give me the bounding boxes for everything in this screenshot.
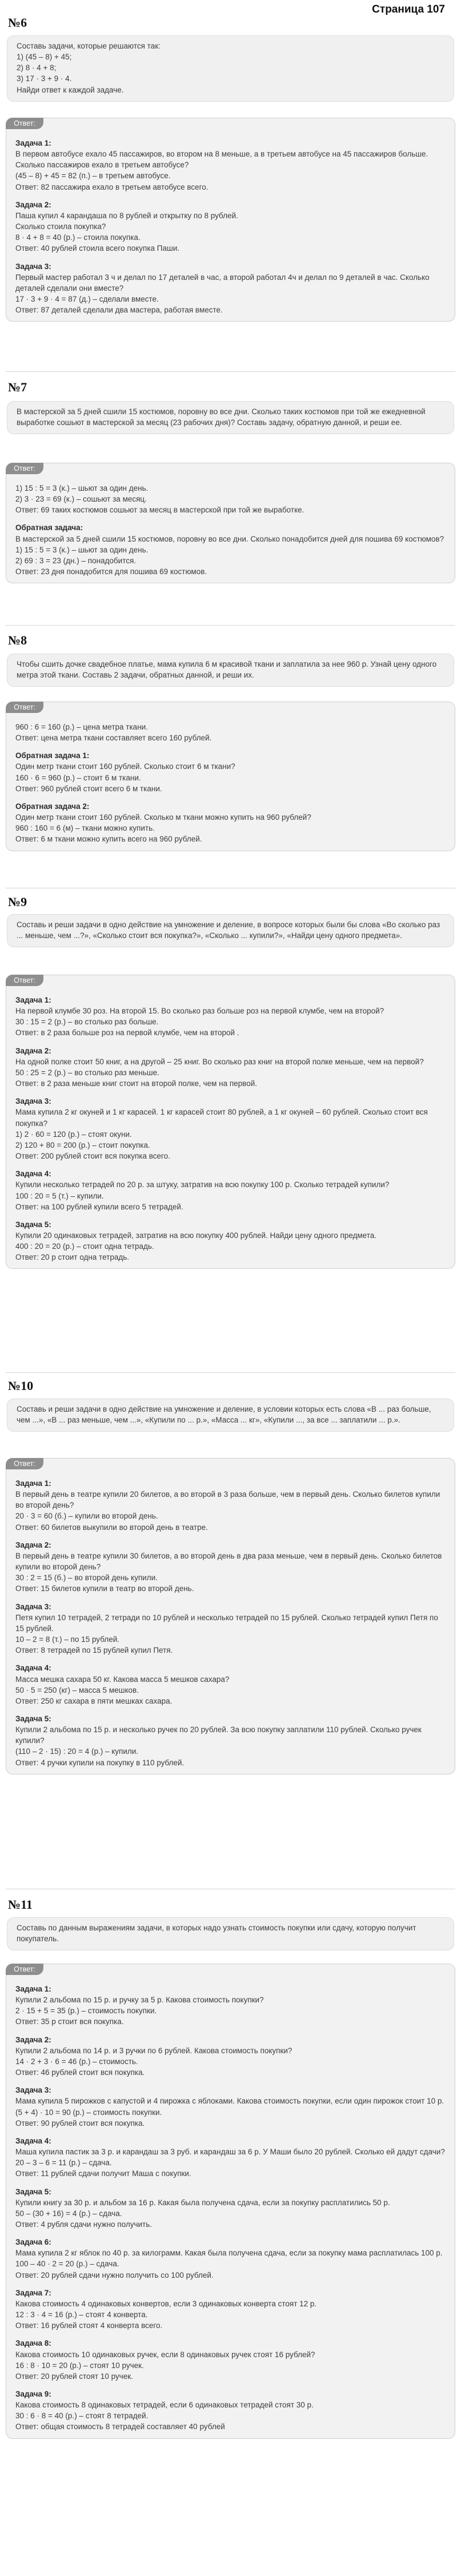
answer-line: В первый день в театре купили 30 билетов, а во второй день в два раза меньше, чем в первый день. Сколько билетов купили во второй день? <box>15 1551 444 1572</box>
answer-line: Маша купила пастик за 3 р. и карандаш за 3 руб. и карандаш за 6 р. У Маши было 20 рублей. Сколько ей дадут сдачи? <box>15 2148 445 2157</box>
answer-heading: Задача 2: <box>15 1046 51 1055</box>
answer-line: Купили 20 одинаковых тетрадей, затратив на всю покупку 400 рублей. Найди цену одного предмета. <box>15 1231 377 1240</box>
answer-line: Ответ: 960 рублей стоит всего 6 м ткани. <box>15 784 162 793</box>
answer-line: Ответ: 250 кг сахара в пяти мешках сахара. <box>15 1696 173 1705</box>
answer-line: Ответ: 69 таких костюмов сошьют за месяц в мастерской при той же выработке. <box>15 506 304 515</box>
answer-line: Ответ: 200 рублей стоит вся покупка всего. <box>15 1152 170 1161</box>
answer-line: 17 · 3 + 9 · 4 = 87 (д.) – сделали вместе. <box>15 295 159 304</box>
spacer <box>15 2382 446 2389</box>
answer-line: Ответ: 15 билетов купили в театр во второй день. <box>15 1584 194 1593</box>
spacer <box>15 515 446 522</box>
spacer <box>15 1533 446 1540</box>
answer-line: В первый день в театре купили 20 билетов, а во второй в 3 раза больше, чем в первый день. Сколько билетов купили во второй день? <box>15 1490 443 1510</box>
answer-line: Ответ: 35 р стоит вся покупка. <box>15 2017 124 2026</box>
answer-line: Мама купила 5 пирожков с капустой и 4 пирожка с яблоками. Какова стоимость покупки, если один пирожок стоит 10 р. <box>15 2097 444 2106</box>
answer-heading: Обратная задача: <box>15 523 83 532</box>
answer-line: 50 – (30 + 16) = 4 (р.) – сдача. <box>15 2209 122 2218</box>
answer-line: 1) 15 : 5 = 3 (к.) – шьют за один день. <box>15 545 149 554</box>
task-number-6: №6 <box>8 15 27 30</box>
answer-heading: Задача 5: <box>15 1220 51 1229</box>
answer-line: 16 : 8 · 10 = 20 (р.) – стоят 10 ручек. <box>15 2361 144 2370</box>
answer-line: Ответ: на 100 рублей купили всего 5 тетрадей. <box>15 1202 183 1211</box>
spacer <box>15 743 446 750</box>
answer-line: 30 : 15 = 2 (р.) – во столько раз больше. <box>15 1017 159 1027</box>
answer-line: В первом автобусе ехало 45 пассажиров, во втором на 8 меньше, а в третьем автобусе на 45 пассажиров больше. Сколько пассажиров ехало в третьем автобусе? <box>15 150 431 170</box>
spacer <box>15 1706 446 1713</box>
answer-line: 30 : 2 = 15 (б.) – во второй день купили. <box>15 1573 158 1583</box>
task-number-8: №8 <box>8 633 27 647</box>
answer-line: 400 : 20 = 20 (р.) – стоит одна тетрадь. <box>15 1242 154 1251</box>
task-condition-9 <box>7 914 454 947</box>
condition-line: Составь задачи, которые решаются так: <box>17 42 161 50</box>
answer-line: Ответ: 4 рубля сдачи нужно получить. <box>15 2220 152 2229</box>
task-answer-9 <box>6 975 455 1269</box>
spacer <box>15 2281 446 2287</box>
answer-line: 50 : 25 = 2 (р.) – во столько раз меньше. <box>15 1068 159 1077</box>
task-condition-10 <box>7 1399 454 1432</box>
condition-line: Составь по данным выражениям задачи, в которых надо узнать стоимость покупки или сдачу, которую получит покупатель. <box>17 1924 419 1944</box>
answer-heading: Задача 5: <box>15 1714 51 1723</box>
answer-line: 8 · 4 + 8 = 40 (р.) – стоила покупка. <box>15 233 141 242</box>
answer-heading: Задача 4: <box>15 1664 51 1673</box>
answer-heading: Задача 2: <box>15 200 51 209</box>
answer-heading: Задача 3: <box>15 1097 51 1106</box>
answer-line: 20 – 3 – 6 = 11 (р.) – сдача. <box>15 2158 112 2168</box>
answer-line: В мастерской за 5 дней сшили 15 костюмов, поровну во все дни. Сколько понадобится дней для пошива 69 костюмов? <box>15 534 444 543</box>
answer-line: 100 : 20 = 5 (т.) – купили. <box>15 1191 104 1200</box>
answer-line: Ответ: 6 м ткани можно купить всего на 960 рублей. <box>15 835 202 844</box>
spacer <box>15 1212 446 1219</box>
answer-heading: Задача 1: <box>15 139 51 147</box>
task-condition-8 <box>7 654 454 687</box>
task-number-10: №10 <box>8 1379 34 1393</box>
answer-heading: Задача 6: <box>15 2238 51 2247</box>
answer-line: Ответ: 40 рублей стоила всего покупка Паши. <box>15 244 180 253</box>
condition-line: 1) (45 – 8) + 45; <box>17 53 72 62</box>
condition-line: В мастерской за 5 дней сшили 15 костюмов, поровну во все дни. Сколько таких костюмов при той же ежедневной выработке сошьют в мастерской за месяц (23 рабочих дня)? Составь задачу, обратную данной, и реши ее. <box>17 407 428 427</box>
answer-line: Один метр ткани стоит 160 рублей. Сколько м ткани можно купить на 960 рублей? <box>15 813 311 822</box>
spacer <box>15 1161 446 1168</box>
answer-line: 100 – 40 · 2 = 20 (р.) – сдача. <box>15 2259 119 2269</box>
divider <box>6 1372 455 1373</box>
divider <box>6 625 455 626</box>
task-number-9: №9 <box>8 895 27 909</box>
answer-line: Мама купила 2 кг яблок по 40 р. за килограмм. Какая была получена сдача, если за покупку мама расплатилась 100 р. <box>15 2249 443 2258</box>
answer-heading: Задача 4: <box>15 1169 51 1179</box>
answer-line: Купили несколько тетрадей по 20 р. за штуку, затратив на всю покупку 100 р. Сколько тетрадей купили? <box>15 1180 390 1189</box>
answer-heading: Задача 1: <box>15 1985 51 1993</box>
task-condition-6 <box>7 35 454 102</box>
condition-line: Составь и реши задачи в одно действие на умножение и деление, в вопросе которых были бы слова «Во сколько раз ... меньше, чем ...?», «Сколько стоит вся покупка?», «Сколько ... купили?», «Найди цену одного предмета». <box>17 920 442 940</box>
answer-line: (45 – 8) + 45 = 82 (п.) – в третьем автобусе. <box>15 171 171 181</box>
task-answer-8 <box>6 702 455 851</box>
answer-line: Ответ: 20 рублей сдачи нужно получить со 100 рублей. <box>15 2270 214 2279</box>
answer-line: Купили 2 альбома по 15 р. и ручку за 5 р. Какова стоимость покупки? <box>15 1996 264 2005</box>
answer-tab: Ответ: <box>6 702 43 713</box>
condition-line: 2) 8 · 4 + 8; <box>17 63 57 73</box>
answer-line: Ответ: 46 рублей стоит вся покупка. <box>15 2068 145 2077</box>
answer-line: Какова стоимость 8 одинаковых тетрадей, если 6 одинаковых тетрадей стоят 30 р. <box>15 2401 314 2410</box>
answer-line: Ответ: 90 рублей стоит вся покупка. <box>15 2118 145 2128</box>
answer-line: Ответ: 8 тетрадей по 15 рублей купил Петя. <box>15 1646 173 1655</box>
answer-line: Ответ: 4 ручки купили на покупку в 110 рублей. <box>15 1758 185 1767</box>
answer-heading: Обратная задача 2: <box>15 802 90 811</box>
answer-line: 14 · 2 + 3 · 6 = 46 (р.) – стоимость. <box>15 2057 138 2066</box>
spacer <box>15 2331 446 2338</box>
spacer <box>15 2129 446 2136</box>
task-answer-10 <box>6 1458 455 1774</box>
task-number-7: №7 <box>8 380 27 394</box>
spacer <box>15 1595 446 1601</box>
page-number: Страница 107 <box>372 3 445 15</box>
answer-heading: Задача 7: <box>15 2288 51 2297</box>
answer-heading: Задача 8: <box>15 2339 51 2348</box>
condition-line: Составь и реши задачи в одно действие на умножение и деление, в условии которых есть слова «В ... раз больше, чем ...», «В ... раз меньше, чем ...», «Купили по ... р.», «Масса ... кг», «Купили ..., за все ... заплатили ... р.». <box>17 1405 434 1425</box>
spacer <box>15 2230 446 2237</box>
answer-line: Ответ: цена метра ткани составляет всего 160 рублей. <box>15 734 212 743</box>
answer-heading: Задача 3: <box>15 262 51 271</box>
answer-heading: Задача 3: <box>15 1602 51 1611</box>
answer-heading: Обратная задача 1: <box>15 751 90 760</box>
answer-line: 960 : 160 = 6 (м) – ткани можно купить. <box>15 824 155 833</box>
answer-line: Ответ: в 2 раза меньше книг стоит на второй полке, чем на первой. <box>15 1079 257 1088</box>
answer-line: Ответ: 87 деталей сделали два мастера, работая вместе. <box>15 306 223 315</box>
answer-line: 20 · 3 = 60 (б.) – купили во второй день. <box>15 1512 158 1521</box>
answer-line: Какова стоимость 4 одинаковых конвертов, если 3 одинаковых конверта стоят 12 р. <box>15 2299 317 2308</box>
answer-line: 2 · 15 + 5 = 35 (р.) – стоимость покупки. <box>15 2006 157 2016</box>
answer-line: Ответ: 82 пассажира ехало в третьем автобусе всего. <box>15 182 209 191</box>
answer-heading: Задача 5: <box>15 2187 51 2196</box>
answer-line: (5 + 4) · 10 = 90 (р.) – стоимость покупки. <box>15 2108 162 2117</box>
answer-heading: Задача 4: <box>15 2136 51 2145</box>
answer-line: 1) 2 · 60 = 120 (р.) – стоят окуни. <box>15 1129 132 1139</box>
spacer <box>15 1089 446 1096</box>
answer-line: (110 – 2 · 15) : 20 = 4 (р.) – купили. <box>15 1747 139 1756</box>
answer-line: Сколько стоила покупка? <box>15 222 106 231</box>
answer-tab: Ответ: <box>6 118 43 129</box>
answer-tab: Ответ: <box>6 463 43 474</box>
answer-line: Ответ: общая стоимость 8 тетрадей составляет 40 рублей <box>15 2422 225 2431</box>
answer-line: Купили книгу за 30 р. и альбом за 16 р. Какая была получена сдача, если за покупку расплатились 50 р. <box>15 2198 390 2207</box>
answer-line: Какова стоимость 10 одинаковых ручек, если 8 одинаковых ручек стоят 16 рублей? <box>15 2350 315 2359</box>
answer-line: 2) 69 : 3 = 23 (дн.) – понадобится. <box>15 556 137 565</box>
answer-line: 30 : 6 · 8 = 40 (р.) – стоят 8 тетрадей. <box>15 2411 149 2421</box>
answer-line: 2) 3 · 23 = 69 (к.) – сошьют за месяц. <box>15 495 147 504</box>
answer-heading: Задача 2: <box>15 2035 51 2044</box>
answer-heading: Задача 1: <box>15 996 51 1004</box>
answer-line: Ответ: 20 р стоит одна тетрадь. <box>15 1253 129 1262</box>
answer-line: Ответ: 20 рублей стоят 10 ручек. <box>15 2371 133 2381</box>
spacer <box>15 2028 446 2034</box>
spacer <box>15 2078 446 2085</box>
condition-line: Найди ответ к каждой задаче. <box>17 85 124 94</box>
answer-heading: Задача 3: <box>15 2086 51 2095</box>
answer-tab: Ответ: <box>6 1458 43 1469</box>
answer-line: Петя купил 10 тетрадей, 2 тетради по 10 рублей и несколько тетрадей по 15 рублей. Сколько тетрадей купил Петя по 15 рублей. <box>15 1613 440 1633</box>
answer-heading: Задача 1: <box>15 1479 51 1488</box>
answer-tab: Ответ: <box>6 1964 43 1975</box>
condition-line: Чтобы сшить дочке свадебное платье, мама купила 6 м красивой ткани и заплатила за нее 960 р. Узнай цену одного метра этой ткани. Составь 2 задачи, обратных данной, и реши их. <box>17 660 439 680</box>
answer-line: Ответ: 60 билетов выкупили во второй день в театре. <box>15 1523 208 1532</box>
task-condition-11 <box>7 1917 454 1950</box>
answer-line: На одной полке стоит 50 книг, а на другой – 25 книг. Во сколько раз книг на второй полке меньше, чем на первой? <box>15 1057 424 1066</box>
answer-heading: Задача 9: <box>15 2390 51 2398</box>
task-answer-7 <box>6 463 455 583</box>
answer-line: 1) 15 : 5 = 3 (к.) – шьют за один день. <box>15 484 149 492</box>
answer-line: Масса мешка сахара 50 кг. Какова масса 5 мешков сахара? <box>15 1674 230 1684</box>
answer-line: Купили 2 альбома по 14 р. и 3 ручки по 6 рублей. Какова стоимость покупки? <box>15 2046 292 2055</box>
spacer <box>15 193 446 199</box>
answer-line: Один метр ткани стоит 160 рублей. Сколько стоит 6 м ткани? <box>15 762 235 771</box>
answer-line: 50 · 5 = 250 (кг) – масса 5 мешков. <box>15 1685 139 1694</box>
answer-line: Мама купила 2 кг окуней и 1 кг карасей. 1 кг карасей стоит 80 рублей, а 1 кг окуней – 60 рублей. Сколько стоит вся покупка? <box>15 1108 430 1128</box>
answer-line: 12 : 3 · 4 = 16 (р.) – стоят 4 конверта. <box>15 2310 148 2319</box>
answer-line: Первый мастер работал 3 ч и делал по 17 деталей в час, а второй работал 4ч и делал по 9 деталей в час. Сколько деталей сделали они вместе? <box>15 273 432 293</box>
answer-line: Купили 2 альбома по 15 р. и несколько ручек по 20 рублей. За всю покупку заплатили 110 рублей. Сколько ручек купили? <box>15 1725 424 1745</box>
spacer <box>15 794 446 801</box>
spacer <box>15 2180 446 2186</box>
answer-line: 960 : 6 = 160 (р.) – цена метра ткани. <box>15 723 148 731</box>
answer-line: Ответ: 11 рублей сдачи получит Маша с покупки. <box>15 2169 191 2178</box>
task-answer-11 <box>6 1964 455 2439</box>
answer-heading: Задача 2: <box>15 1540 51 1549</box>
answer-line: Ответ: 16 рублей стоят 4 конверта всего. <box>15 2321 163 2330</box>
answer-line: 10 – 2 = 8 (т.) – по 15 рублей. <box>15 1635 120 1644</box>
task-number-11: №11 <box>8 1897 33 1912</box>
answer-line: На первой клумбе 30 роз. На второй 15. Во сколько раз больше роз на первой клумбе, чем на второй? <box>15 1007 384 1016</box>
answer-line: 2) 120 + 80 = 200 (р.) – стоит покупка. <box>15 1140 150 1149</box>
answer-line: 160 · 6 = 960 (р.) – стоит 6 м ткани. <box>15 773 141 782</box>
answer-line: Ответ: 23 дня понадобится для пошива 69 костюмов. <box>15 567 207 576</box>
answer-line: Паша купил 4 карандаша по 8 рублей и открытку по 8 рублей. <box>15 211 238 220</box>
spacer <box>15 1656 446 1662</box>
divider <box>6 371 455 372</box>
spacer <box>15 254 446 261</box>
answer-tab: Ответ: <box>6 975 43 986</box>
task-condition-7 <box>7 401 454 434</box>
condition-line: 3) 17 · 3 + 9 · 4. <box>17 74 72 83</box>
answer-line: Ответ: в 2 раза больше роз на первой клумбе, чем на второй . <box>15 1028 239 1037</box>
spacer <box>15 1039 446 1045</box>
task-answer-6 <box>6 118 455 322</box>
